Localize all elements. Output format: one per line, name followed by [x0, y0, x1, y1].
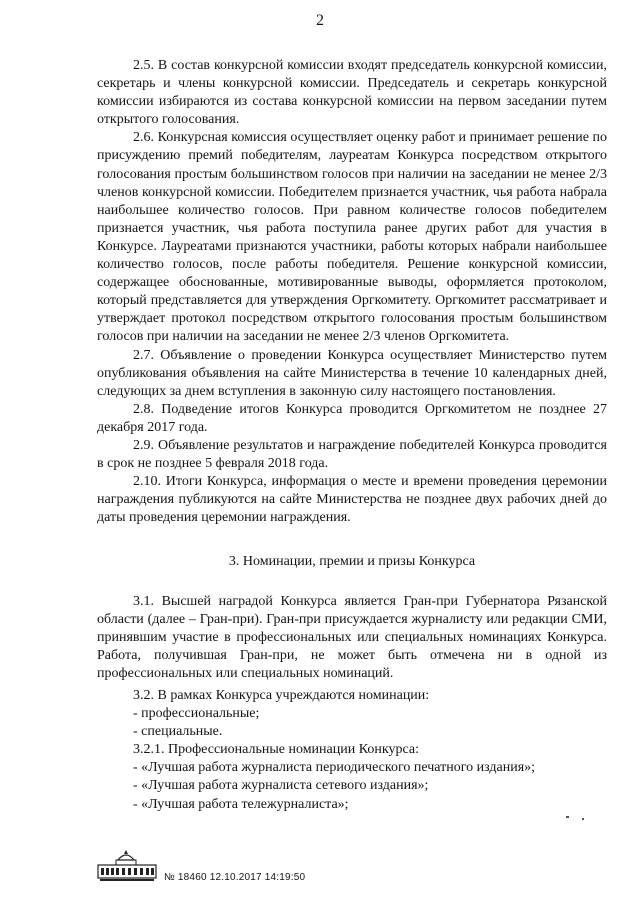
scan-speck: [582, 818, 584, 820]
paragraph-2-8: 2.8. Подведение итогов Конкурса проводится Оргкомитетом не позднее 27 декабря 2017 года.: [97, 401, 607, 435]
paragraph-3-2: 3.2. В рамках Конкурса учреждаются номинации:: [133, 688, 430, 703]
document-body: [97, 57, 607, 814]
list-item: - «Лучшая работа тележурналиста»;: [133, 796, 349, 812]
paragraph-3-1: 3.1. Высшей наградой Конкурса является Гран-при Губернатора Рязанской области (далее – Гран-при). Гран-при присуждается журналисту или редакции СМИ, принявшим участие в профессиональных или специальных номинациях Конкурса. Работа, получившая Гран-при, не может быть отмечена ни в одной из профессиональных или специальных номинаций.: [97, 593, 607, 681]
section-3-heading: 3. Номинации, премии и призы Конкурса: [228, 554, 476, 570]
paragraph-3-2-1: 3.2.1. Профессиональные номинации Конкурса:: [133, 742, 419, 758]
paragraph-2-6: 2.6. Конкурсная комиссия осуществляет оценку работ и принимает решение по присуждению премий победителям, лауреатам Конкурса посредством открытого голосования простым большинством голосов при наличии на заседании не менее 2/3 членов конкурсной комиссии. Победителем признается участник, чья работа набрала наибольшее количество голосов. При равном количестве голосов победителем признается участник, чья работа поступила ранее других работ для участия в Конкурсе. Лауреатами признаются участники, работы которых набрали наибольшее количество голосов, после работы победителя. Решение конкурсной комиссии, содержащее обоснованные, мотивированные выводы, оформляется протоколом, который представляется для утверждения Оргкомитету. Оргкомитет рассматривает и утверждает протокол посредством открытого голосования простым большинством голосов при наличии на заседании не менее 2/3 членов Оргкомитета.: [97, 130, 607, 345]
document-registration-code: № 18460 12.10.2017 14:19:50: [164, 872, 306, 883]
list-item: - «Лучшая работа журналиста периодического печатного издания»;: [133, 760, 536, 776]
paragraph-2-5: 2.5. В состав конкурсной комиссии входят председатель конкурсной комиссии, секретарь и члены конкурсной комиссии. Председатель и секретарь конкурсной комиссии избираются из состава конкурсной комиссии на первом заседании путем открытого голосования.: [97, 58, 607, 128]
list-item: - специальные.: [133, 724, 223, 740]
list-item: - «Лучшая работа журналиста сетевого издания»;: [133, 778, 429, 794]
paragraph-2-9: 2.9. Объявление результатов и награждение победителей Конкурса проводится в срок не позднее 5 февраля 2018 года.: [97, 437, 607, 472]
page-number: 2: [316, 12, 324, 29]
footer: [96, 848, 496, 898]
paragraph-2-10: 2.10. Итоги Конкурса, информация о месте и времени проведения церемонии награждения публикуются на сайте Министерства не позднее двух рабочих дней до даты проведения церемонии награждения.: [97, 474, 607, 526]
list-item: - профессиональные;: [133, 706, 260, 722]
scan-speck: [566, 816, 569, 818]
paragraph-2-7: 2.7. Объявление о проведении Конкурса осуществляет Министерство путем опубликования объявления на сайте Министерства в течение 10 календарных дней, следующих за днем вступления в законную силу настоящего постановления.: [97, 347, 607, 399]
building-logo-icon: [96, 848, 160, 884]
